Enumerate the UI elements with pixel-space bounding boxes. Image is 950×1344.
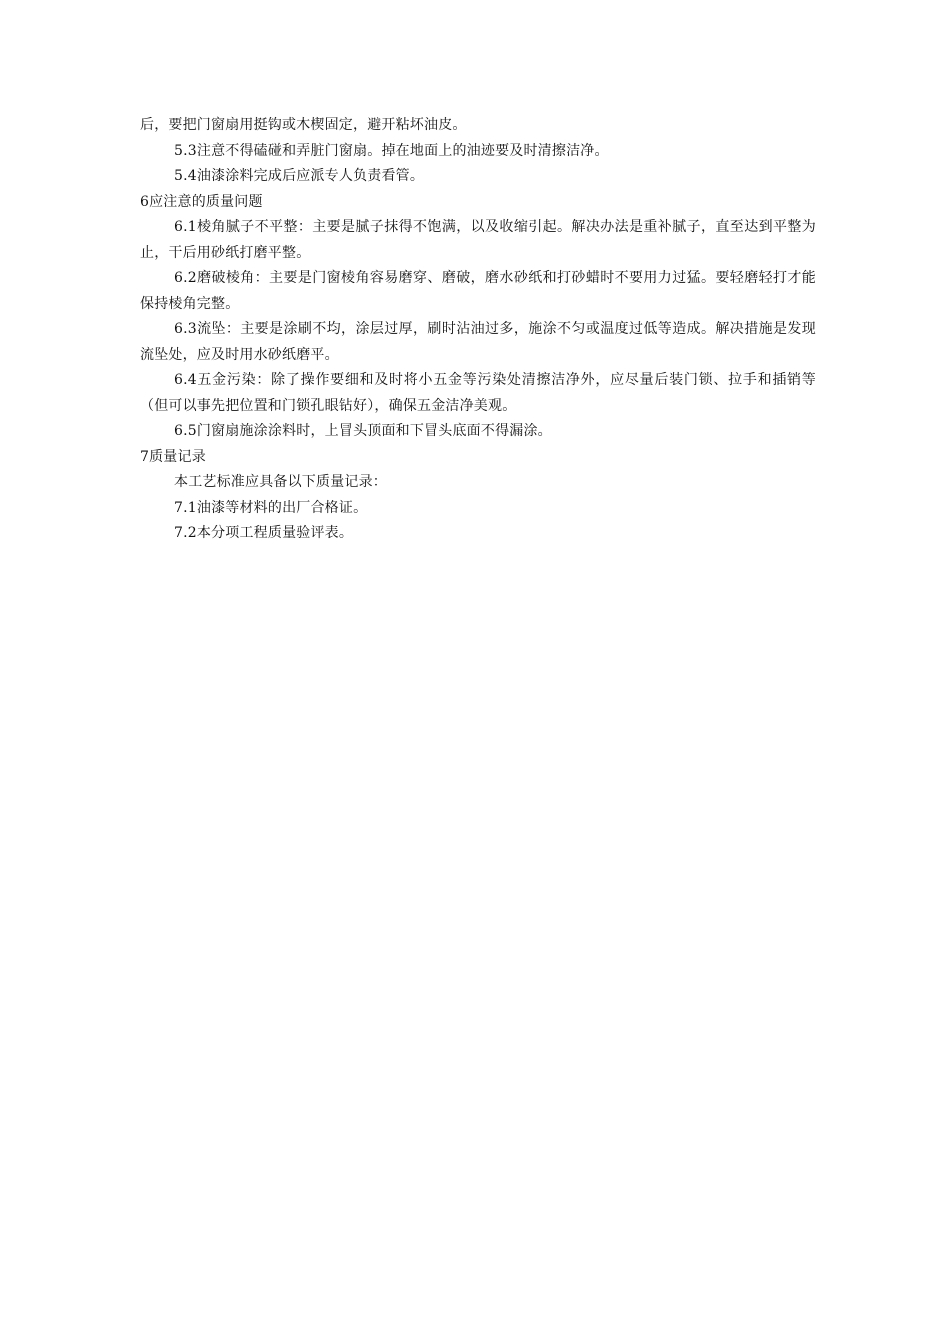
paragraph-6-2: 6.2磨破棱角：主要是门窗棱角容易磨穿、磨破，磨水砂纸和打砂蜡时不要用力过猛。要轻磨轻打才能保持棱角完整。 xyxy=(140,270,816,312)
paragraph-6-4: 6.4五金污染：除了操作要细和及时将小五金等污染处清擦洁净外，应尽量后装门锁、拉手和插销等（但可以事先把位置和门锁孔眼钻好），确保五金洁净美观。 xyxy=(140,372,816,414)
paragraph-6-1: 6.1棱角腻子不平整：主要是腻子抹得不饱满，以及收缩引起。解决办法是重补腻子，直至达到平整为止，干后用砂纸打磨平整。 xyxy=(140,219,816,261)
section-heading-6: 6应注意的质量问题 xyxy=(140,193,263,210)
paragraph-7-intro: 本工艺标准应具备以下质量记录： xyxy=(174,474,387,490)
section-heading-7: 7质量记录 xyxy=(140,448,206,465)
paragraph-7-2: 7.2本分项工程质量验评表。 xyxy=(174,525,354,541)
paragraph-continuation: 后，要把门窗扇用挺钩或木楔固定，避开粘坏油皮。 xyxy=(140,117,467,133)
paragraph-7-1: 7.1油漆等材料的出厂合格证。 xyxy=(174,499,368,516)
paragraph-6-5: 6.5门窗扇施涂涂料时，上冒头顶面和下冒头底面不得漏涂。 xyxy=(174,423,552,439)
paragraph-5-4: 5.4油漆涂料完成后应派专人负责看管。 xyxy=(174,168,425,184)
document-body xyxy=(140,113,816,547)
paragraph-6-3: 6.3流坠：主要是涂刷不均，涂层过厚，刷时沾油过多，施涂不匀或温度过低等造成。解决措施是发现流坠处，应及时用水砂纸磨平。 xyxy=(140,321,816,363)
paragraph-5-3: 5.3注意不得磕碰和弄脏门窗扇。掉在地面上的油迹要及时清擦洁净。 xyxy=(174,142,609,159)
